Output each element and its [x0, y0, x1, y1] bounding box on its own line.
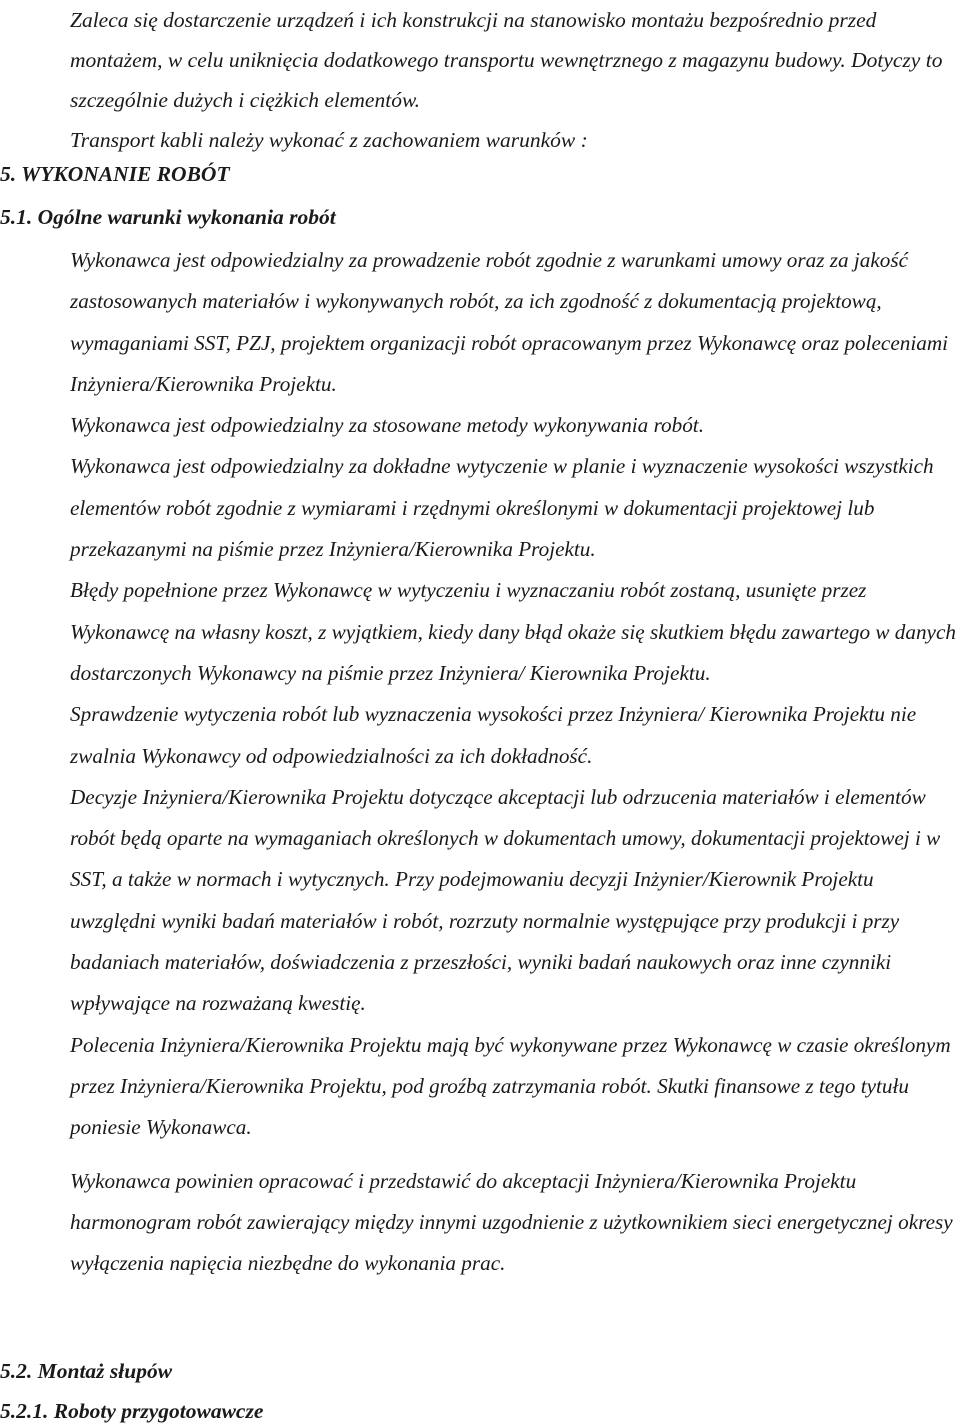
body-paragraph: Polecenia Inżyniera/Kierownika Projektu mają być wykonywane przez Wykonawcę w czasie określonym przez Inżyniera/Kierownika Projektu, pod groźbą zatrzymania robót. Skutki finansowe z tego tytułu poniesie Wykonawca.: [70, 1032, 951, 1140]
body-paragraph: Sprawdzenie wytyczenia robót lub wyznaczenia wysokości przez Inżyniera/ Kierownika Projektu nie zwalnia Wykonawcy od odpowiedzialności za ich dokładność.: [70, 702, 917, 768]
transport-line: Transport kabli należy wykonać z zachowaniem warunków :: [70, 128, 588, 152]
body-paragraph: Wykonawca powinien opracować i przedstawić do akceptacji Inżyniera/Kierownika Projektu harmonogram robót zawierający między innymi uzgodnienie z użytkownikiem sieci energetycznej okresy wyłączenia napięcia niezbędne do wykonania prac.: [70, 1168, 953, 1276]
body-paragraph: Błędy popełnione przez Wykonawcę w wytyczeniu i wyznaczaniu robót zostaną, usunięte przez Wykonawcę na własny koszt, z wyjątkiem, kiedy dany błąd okaże się skutkiem błędu zawartego w danych dostarczonych Wykonawcy na piśmie przez Inżyniera/ Kierownika Projektu.: [70, 578, 956, 685]
subsection-heading-montaz: 5.2. Montaż słupów: [0, 1359, 173, 1383]
body-paragraph: Wykonawca jest odpowiedzialny za prowadzenie robót zgodnie z warunkami umowy oraz za jakość zastosowanych materiałów i wykonywanych robót, za ich zgodność z dokumentacją projektową, wymaganiami SST, PZJ, projektem organizacji robót opracowanym przez Wykonawcę oraz poleceniami Inżyniera/Kierownika Projektu.: [70, 248, 949, 396]
subsubsection-heading-roboty: 5.2.1. Roboty przygotowawcze: [0, 1399, 264, 1423]
subsection-heading: 5.1. Ogólne warunki wykonania robót: [0, 205, 336, 229]
body-paragraph: Wykonawca jest odpowiedzialny za dokładne wytyczenie w planie i wyznaczenie wysokości wszystkich elementów robót zgodnie z wymiarami i rzędnymi określonymi w dokumentacji projektowej lub przekazanymi na piśmie przez Inżyniera/Kierownika Projektu.: [70, 454, 934, 562]
intro-paragraph: Zaleca się dostarczenie urządzeń i ich konstrukcji na stanowisko montażu bezpośrednio przed montażem, w celu uniknięcia dodatkowego transportu wewnętrznego z magazynu budowy. Dotyczy to szczególnie dużych i ciężkich elementów.: [70, 8, 943, 112]
body-paragraph: Decyzje Inżyniera/Kierownika Projektu dotyczące akceptacji lub odrzucenia materiałów i elementów robót będą oparte na wymaganiach określonych w dokumentach umowy, dokumentacji projektowej i w SST, a także w normach i wytycznych. Przy podejmowaniu decyzji Inżynier/Kierownik Projektu uwzględni wyniki badań materiałów i robót, rozrzuty normalnie występujące przy produkcji i przy badaniach materiałów, doświadczenia z przeszłości, wyniki badań naukowych oraz inne czynniki wpływające na rozważaną kwestię.: [70, 784, 941, 1016]
body-paragraph: Wykonawca jest odpowiedzialny za stosowane metody wykonywania robót.: [70, 413, 704, 438]
section-heading: 5. WYKONANIE ROBÓT: [0, 162, 230, 186]
intro-block: [70, 0, 960, 160]
section-body: [70, 240, 960, 1284]
